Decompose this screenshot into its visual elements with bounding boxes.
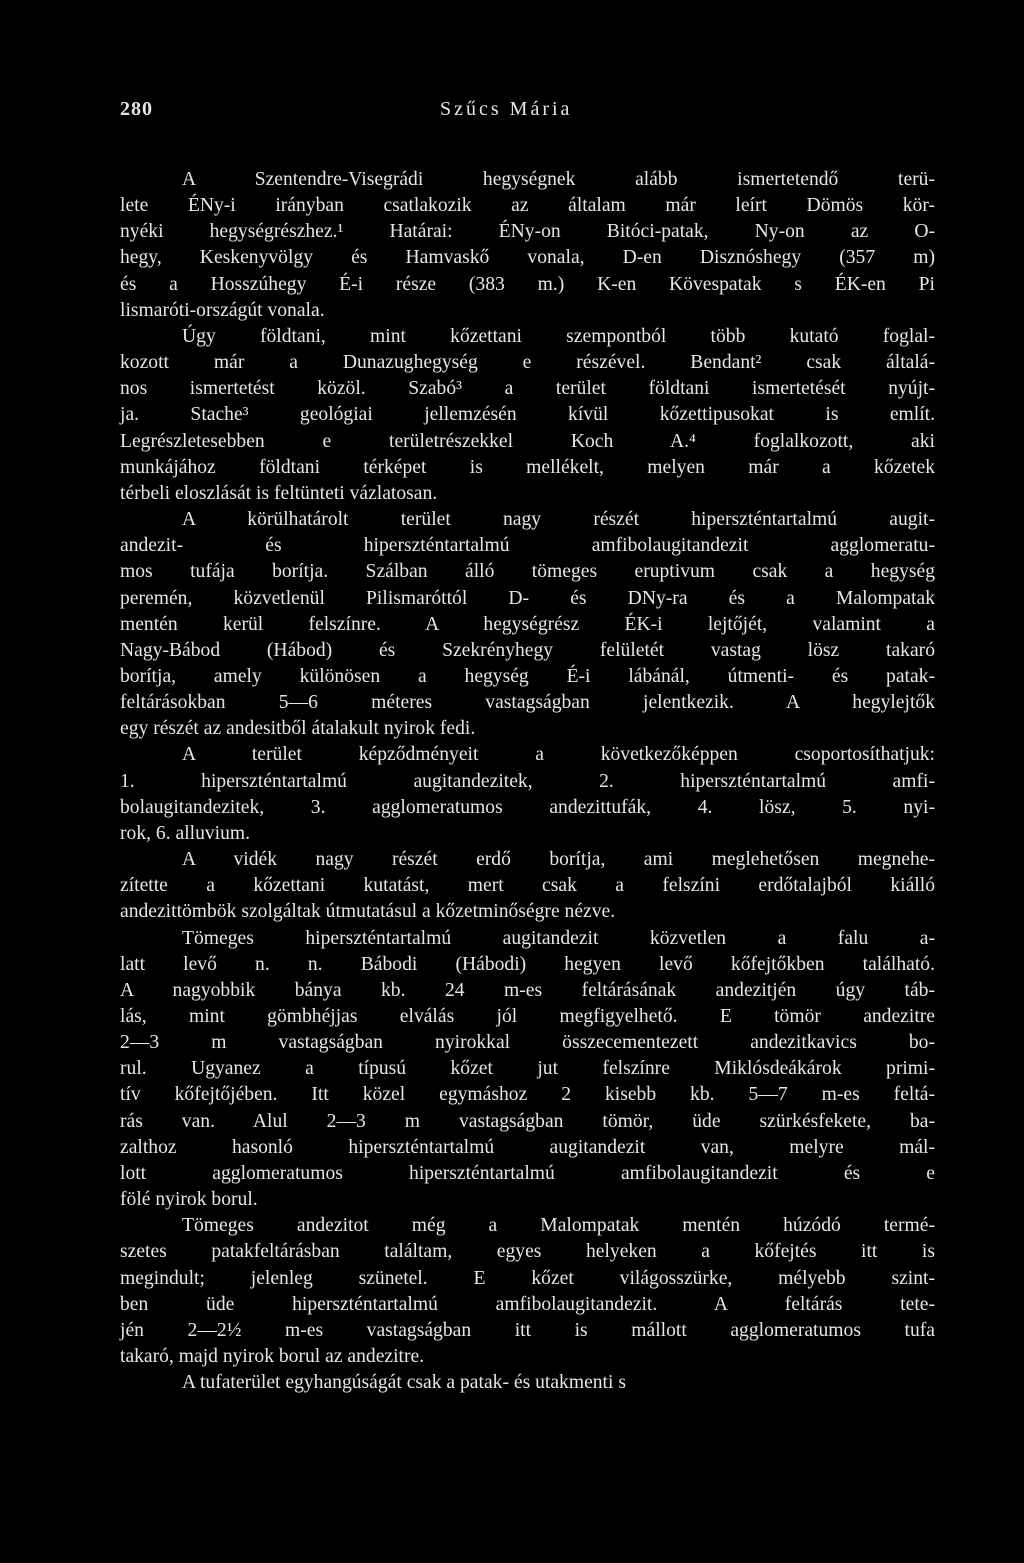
- text-line: Úgy földtani, mint kőzettani szempontból több kutató foglal-: [182, 325, 935, 347]
- paragraph: [120, 847, 935, 925]
- text-line: takaró, majd nyirok borul az andezitre.: [120, 1346, 425, 1368]
- text-line: 1. hiperszténtartalmú augitandezitek, 2. hiperszténtartalmú amfi-: [120, 770, 935, 792]
- text-line: jén 2—2½ m-es vastagságban itt is mállott agglomeratumos tufa: [120, 1319, 935, 1341]
- paragraph: [120, 167, 935, 324]
- text-line: rul. Ugyanez a típusú kőzet jut felszínre Miklósdeákárok primi-: [120, 1058, 935, 1080]
- paragraph: [120, 507, 935, 742]
- page-number: 280: [120, 98, 153, 120]
- text-line: fölé nyirok borul.: [120, 1189, 258, 1211]
- text-line: zalthoz hasonló hiperszténtartalmú augitandezit van, melyre mál-: [120, 1136, 935, 1158]
- text-line: A vidék nagy részét erdő borítja, ami meglehetősen megnehe-: [182, 849, 935, 871]
- text-line: andezittömbök szolgáltak útmutatásul a kőzetminőségre nézve.: [120, 901, 616, 923]
- text-line: megindult; jelenleg szünetel. E kőzet világosszürke, mélyebb szint-: [120, 1267, 935, 1289]
- page-header: [120, 98, 935, 134]
- text-line: feltárásokban 5—6 méteres vastagságban jelentkezik. A hegylejtők: [120, 692, 935, 714]
- text-line: lismaróti-országút vonala.: [120, 299, 325, 321]
- text-line: nyéki hegységrészhez.¹ Határai: ÉNy-on Bitóci-patak, Ny-on az O-: [120, 221, 935, 243]
- text-line: A tufaterület egyhangúságát csak a patak- és utakmenti s: [182, 1372, 626, 1394]
- text-line: ben üde hiperszténtartalmú amfibolaugitandezit. A feltárás tete-: [120, 1293, 935, 1315]
- text-line: mentén kerül felszínre. A hegységrész ÉK-i lejtőjét, valamint a: [120, 613, 935, 635]
- text-line: ja. Stache³ geológiai jellemzésén kívül kőzettipusokat is említ.: [120, 404, 935, 426]
- text-line: tív kőfejtőjében. Itt közel egymáshoz 2 kisebb kb. 5—7 m-es feltá-: [120, 1084, 935, 1106]
- paragraph: [120, 1370, 935, 1396]
- text-line: szetes patakfeltárásban találtam, egyes helyeken a kőfejtés itt is: [120, 1241, 935, 1263]
- text-line: térbeli eloszlását is feltünteti vázlatosan.: [120, 482, 438, 504]
- text-line: egy részét az andesitből átalakult nyirok fedi.: [120, 718, 476, 740]
- text-line: nos ismertetést közöl. Szabó³ a terület földtani ismertetését nyújt-: [120, 378, 935, 400]
- text-line: lás, mint gömbhéjjas elválás jól megfigyelhető. E tömör andezitre: [120, 1006, 935, 1027]
- text-line: 2—3 m vastagságban nyirokkal összecementezett andezitkavics bo-: [120, 1032, 935, 1054]
- text-line: bolaugitandezitek, 3. agglomeratumos andezittufák, 4. lösz, 5. nyi-: [120, 796, 935, 818]
- text-line: lete ÉNy-i irányban csatlakozik az általam már leírt Dömös kör-: [120, 195, 935, 217]
- text-line: mos tufája borítja. Szálban álló tömeges eruptivum csak a hegység: [120, 561, 935, 583]
- text-line: rok, 6. alluvium.: [120, 822, 251, 844]
- text-line: borítja, amely különösen a hegység É-i lábánál, útmenti- és patak-: [120, 665, 935, 687]
- text-line: Legrészletesebben e területrészekkel Koch A.⁴ foglalkozott, aki: [120, 430, 935, 452]
- text-line: kozott már a Dunazughegység e részével. Bendant² csak általá-: [120, 352, 935, 374]
- text-line: A körülhatárolt terület nagy részét hiperszténtartalmú augit-: [182, 509, 935, 531]
- text-line: A nagyobbik bánya kb. 24 m-es feltárásának andezitjén úgy táb-: [120, 979, 935, 1001]
- text-line: lott agglomeratumos hiperszténtartalmú amfibolaugitandezit és e: [120, 1162, 935, 1184]
- text-line: latt levő n. n. Bábodi (Hábodi) hegyen levő kőfejtőkben található.: [120, 953, 935, 975]
- text-line: A Szentendre-Visegrádi hegységnek alább ismertetendő terü-: [182, 169, 935, 190]
- text-line: hegy, Keskenyvölgy és Hamvaskő vonala, D-en Disznóshegy (357 m): [120, 247, 935, 269]
- text-line: rás van. Alul 2—3 m vastagságban tömör, üde szürkésfekete, ba-: [120, 1110, 935, 1132]
- text-line: Tömeges andezitot még a Malompatak mentén húzódó termé-: [182, 1215, 935, 1237]
- text-line: A terület képződményeit a következőképpen csoportosíthatjuk:: [182, 744, 935, 766]
- text-line: zítette a kőzettani kutatást, mert csak a felszíni erdőtalajból kiálló: [120, 875, 935, 897]
- document-page: [120, 98, 935, 1396]
- body-text: [120, 167, 935, 1396]
- paragraph: [120, 742, 935, 847]
- running-head: Szűcs Mária: [440, 98, 573, 120]
- paragraph: [120, 324, 935, 507]
- paragraph: [120, 1213, 935, 1370]
- text-line: munkájához földtani térképet is mellékelt, melyen már a kőzetek: [120, 456, 935, 478]
- text-line: és a Hosszúhegy É-i része (383 m.) K-en Kövespatak s ÉK-en Pi: [120, 273, 935, 295]
- text-line: Tömeges hiperszténtartalmú augitandezit közvetlen a falu a-: [182, 927, 935, 949]
- paragraph: [120, 926, 935, 1214]
- text-line: Nagy-Bábod (Hábod) és Szekrényhegy felületét vastag lösz takaró: [120, 639, 935, 661]
- text-line: peremén, közvetlenül Pilismaróttól D- és DNy-ra és a Malompatak: [120, 587, 935, 609]
- text-line: andezit- és hiperszténtartalmú amfibolaugitandezit agglomeratu-: [120, 535, 935, 557]
